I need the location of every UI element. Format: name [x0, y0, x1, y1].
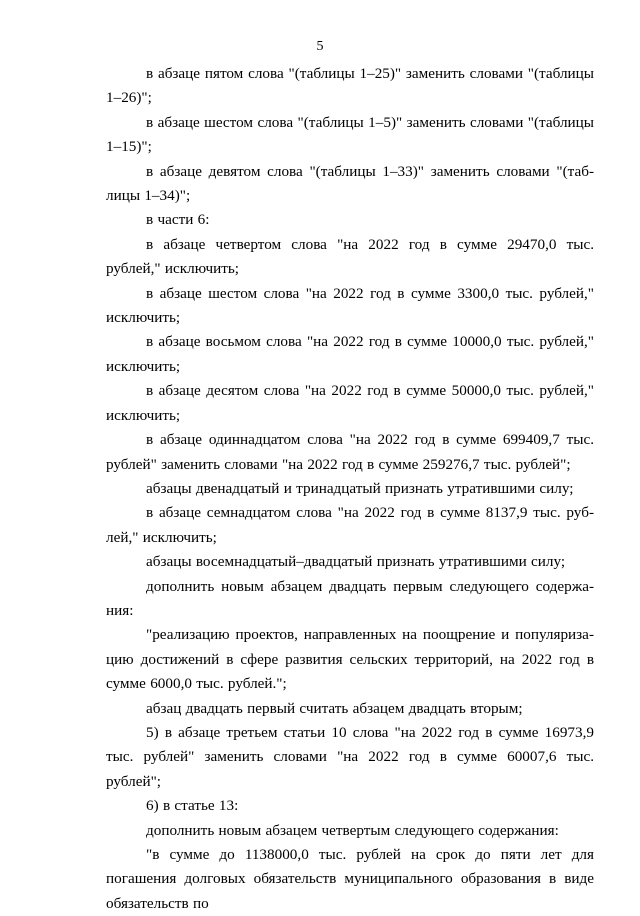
paragraph: дополнить новым абзацем четвертым следующего содержания:: [146, 821, 559, 839]
page-number: 5: [316, 39, 324, 54]
document-body: [106, 62, 594, 916]
paragraph: дополнить новым абзацем двадцать первым следующего содержания:: [106, 577, 594, 619]
paragraph: абзацы двенадцатый и тринадцатый признать утратившими силу;: [146, 479, 574, 497]
paragraph: в абзаце восьмом слова "на 2022 год в сумме 10000,0 тыс. рублей," исключить;: [106, 333, 594, 375]
paragraph: в абзаце шестом слова "на 2022 год в сумме 3300,0 тыс. рублей," исключить;: [106, 284, 594, 327]
paragraph: абзацы восемнадцатый–двадцатый признать утратившими силу;: [146, 553, 566, 571]
paragraph: 6) в статье 13:: [146, 797, 239, 815]
paragraph: в абзаце семнадцатом слова "на 2022 год в сумме 8137,9 тыс. рублей," исключить;: [106, 504, 594, 546]
paragraph: в абзаце десятом слова "на 2022 год в сумме 50000,0 тыс. рублей," исключить;: [106, 382, 594, 424]
paragraph: в абзаце девятом слова "(таблицы 1–33)" заменить словами "(таблицы 1–34)";: [106, 162, 594, 205]
paragraph: в абзаце четвертом слова "на 2022 год в сумме 29470,0 тыс. рублей," исключить;: [106, 235, 594, 278]
paragraph: "реализацию проектов, направленных на поощрение и популяризацию достижений в сфере развития сельских территорий, на 2022 год в сумме 6000,0 тыс. рублей.";: [106, 626, 594, 693]
paragraph: в части 6:: [146, 211, 210, 229]
paragraph: абзац двадцать первый считать абзацем двадцать вторым;: [146, 699, 523, 717]
paragraph: 5) в абзаце третьем статьи 10 слова "на 2022 год в сумме 16973,9 тыс. рублей" заменить словами "на 2022 год в сумме 60007,6 тыс. рублей";: [106, 723, 594, 790]
paragraph: "в сумме до 1138000,0 тыс. рублей на срок до пяти лет для погашения долговых обязательств муниципального образования в виде обязательств по: [106, 846, 594, 912]
paragraph: в абзаце шестом слова "(таблицы 1–5)" заменить словами "(таблицы 1–15)";: [106, 113, 594, 156]
paragraph: в абзаце пятом слова "(таблицы 1–25)" заменить словами "(таблицы 1–26)";: [106, 65, 594, 107]
paragraph: в абзаце одиннадцатом слова "на 2022 год в сумме 699409,7 тыс. рублей" заменить словами "на 2022 год в сумме 259276,7 тыс. рублей";: [106, 431, 594, 473]
